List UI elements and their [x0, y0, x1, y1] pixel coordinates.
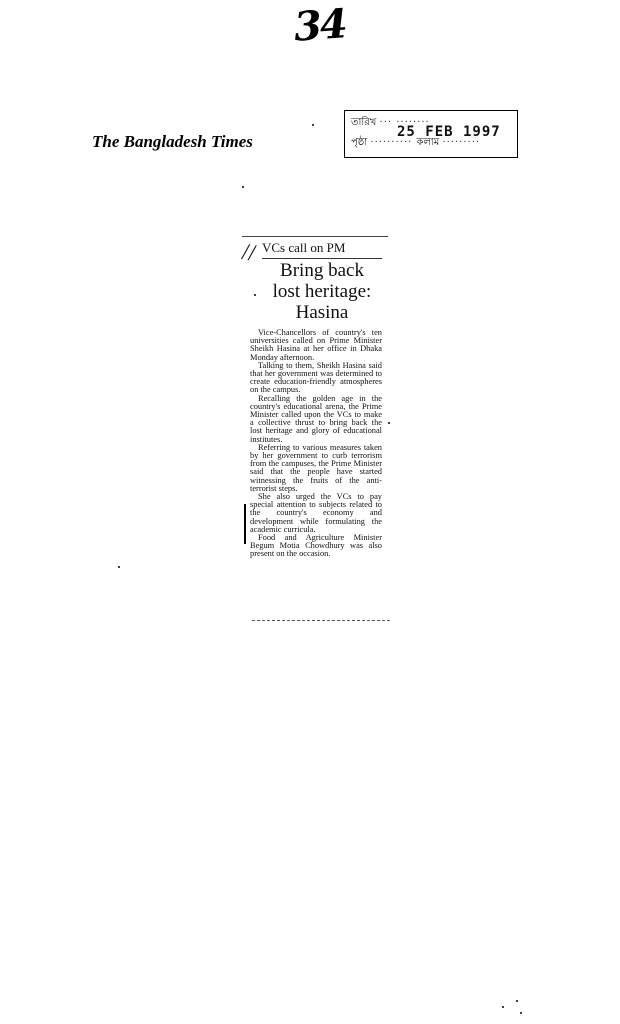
article-paragraph: Referring to various measures taken by her government to curb terrorism from the campuses, the Prime Minister said that the people have started witnessing the fruits of the anti-terrorist steps.	[250, 442, 382, 493]
article-paragraph: Recalling the golden age in the country's educational arena, the Prime Minister called upon the VCs to make a collective thrust to bring back the lost heritage and glory of educational institutes.	[250, 393, 382, 444]
stamp-dots: ··········	[370, 137, 417, 148]
scan-speck	[312, 124, 314, 126]
article-kicker: VCs call on PM	[262, 240, 346, 255]
scan-speck	[242, 186, 244, 188]
date-stamp	[344, 110, 518, 158]
margin-mark	[244, 504, 249, 544]
article-clipping	[240, 236, 390, 626]
headline-line-2: lost heritage:	[272, 281, 372, 302]
scan-speck	[388, 422, 390, 424]
headline-line-3: Hasina	[295, 302, 349, 323]
stamp-page-row	[351, 135, 480, 152]
stamp-dots: ·········	[442, 137, 481, 148]
scan-speck	[118, 566, 120, 568]
article-paragraph: Talking to them, Sheikh Hasina said that her government was determined to create education-friendly atmospheres on the campus.	[250, 360, 382, 395]
bottom-rule	[252, 620, 390, 621]
article-body	[250, 329, 382, 559]
stamp-date-value: 25 FEB 1997	[397, 124, 501, 140]
handwritten-page-number: 34	[292, 0, 348, 51]
article-paragraph: She also urged the VCs to pay special attention to subjects related to the country's economy and development while formulating the academic curricula.	[250, 492, 382, 534]
stamp-column-label: কলাম	[416, 137, 440, 148]
scan-speck	[502, 1006, 504, 1008]
scan-speck	[516, 1000, 518, 1002]
top-rule	[242, 236, 388, 237]
article-headline	[254, 260, 390, 323]
headline-line-1: Bring back	[280, 260, 364, 281]
article-paragraph: Vice-Chancellors of country's ten universities called on Prime Minister Sheikh Hasina at her office in Dhaka Monday afternoon.	[250, 328, 382, 362]
stamp-page-label: পৃষ্ঠা	[351, 137, 368, 148]
scan-speck	[520, 1012, 522, 1014]
kicker-underline	[262, 258, 382, 259]
stamp-date-label: তারিখ	[351, 117, 377, 128]
handwritten-slash-mark: //	[239, 239, 258, 267]
scan-speck	[254, 294, 256, 296]
article-paragraph: Food and Agriculture Minister Begum Motia Chowdhury was also present on the occasion.	[250, 533, 382, 559]
stamp-dots: ··· ········	[379, 117, 430, 128]
newspaper-masthead: The Bangladesh Times	[92, 132, 253, 151]
